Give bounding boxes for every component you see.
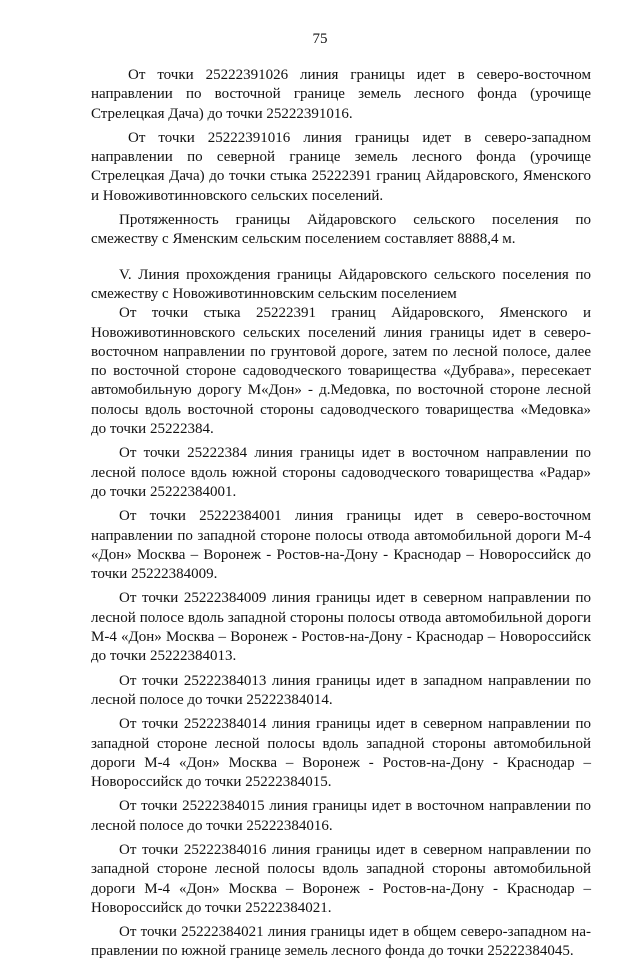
page-number: 75 [312,31,328,47]
document-body [91,66,591,967]
paragraph: От точки 25222384 линия границы идет в восточном направлении по лесной полосе вдоль южной стороны садоводческого товарищества «Радар» до точки 25222384001. [91,445,591,500]
paragraph: От точки стыка 25222391 границ Айдаровского, Яменского и Новоживотинновского сельских поселений линия границы идет в северо-восточном направлении по грунтовой дороге, затем по лесной полосе, далее по восточной стороне садоводческого товарищества «Дубрава», пересекает автомобильную дорогу М«Дон» - д.Медовка, по восточной стороне лесной полосы вдоль восточной стороны садоводческого товарищества «Медовка» до точки 25222384. [91,305,591,438]
paragraph: От точки 25222384013 линия границы идет в западном направлении по лесной полосе до точки 25222384014. [91,672,591,708]
paragraph: Протяженность границы Айдаровского сельского поселения по смежеству с Яменским сельским поселением составляет 8888,4 м. [91,212,591,248]
paragraph: От точки 25222384021 линия границы идет в общем северо-западном направлении по южной границе земель лесного фонда до точки 25222384045. [91,924,591,960]
paragraph: От точки 25222384009 линия границы идет в северном направлении по лесной полосе вдоль западной стороны полосы отвода автомобильной дороги М-4 «Дон» Москва – Воронеж - Ростов-на-Дону - Краснодар – Новороссийск до точки 25222384013. [91,590,591,665]
section-heading: V. Линия прохождения границы Айдаровского сельского поселения по смежеству с Новоживотинновским сельским поселением [91,266,591,302]
paragraph: От точки 25222391026 линия границы идет в северо-восточном направлении по восточной границе земель лесного фонда (урочище Стрелецкая Дача) до точки 25222391016. [91,67,591,122]
paragraph: От точки 25222384001 линия границы идет в северо-восточном направлении по западной стороне полосы отвода автомобильной дороги М-4 «Дон» Москва – Воронеж - Ростов-на-Дону - Краснодар – Новороссийск до точки 25222384009. [91,508,591,583]
paragraph: От точки 25222384016 линия границы идет в северном направлении по западной стороне лесной полосы вдоль западной стороны автомобильной дороги М-4 «Дон» Москва – Воронеж - Ростов-на-Дону - Краснодар – Новороссийск до точки 25222384021. [91,841,591,916]
paragraph: От точки 25222384014 линия границы идет в северном направлении по западной стороне лесной полосы вдоль западной стороны автомобильной дороги М-4 «Дон» Москва – Воронеж - Ростов-на-Дону - Краснодар – Новороссийск до точки 25222384015. [91,716,591,791]
paragraph: От точки 25222391016 линия границы идет в северо-западном направлении по северной границе земель лесного фонда (урочище Стрелецкая Дача) до точки стыка 25222391 границ Айдаровского, Яменского и Новоживотинновского сельских поселений. [91,129,591,204]
paragraph: От точки 25222384015 линия границы идет в восточном направлении по лесной полосе до точки 25222384016. [91,798,591,834]
